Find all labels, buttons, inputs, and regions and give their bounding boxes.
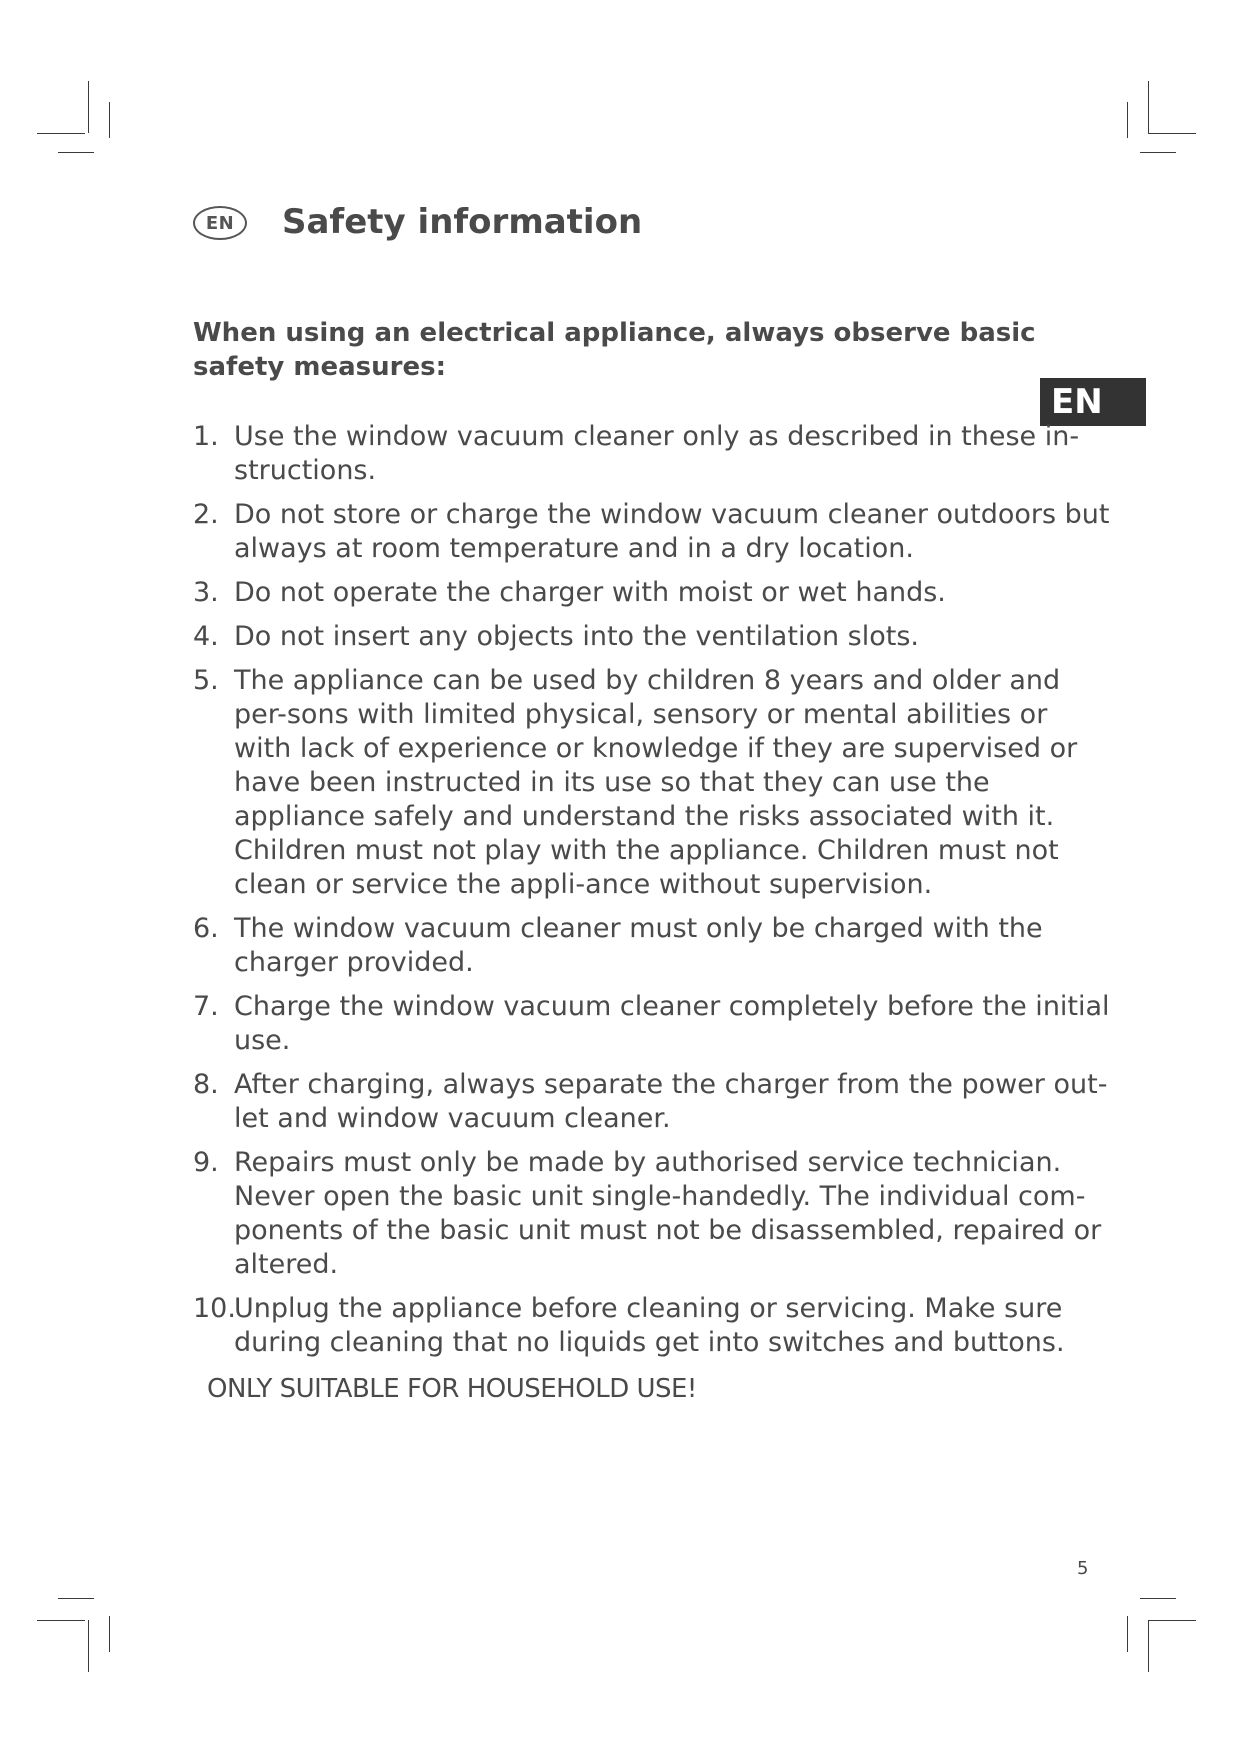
list-item [193,990,1113,1058]
list-item [193,1292,1113,1360]
list-item [193,498,1113,566]
crop-mark [1148,1620,1196,1621]
household-use-note: ONLY SUITABLE FOR HOUSEHOLD USE! [207,1374,697,1404]
item-number: 4. [193,621,219,652]
item-number: 5. [193,665,219,696]
item-text: Repairs must only be made by authorised service technician. Never open the basic unit single-handedly. The individual com-ponents of the basic unit must not be disassembled, repaired or altered. [234,1147,1102,1280]
crop-mark [37,133,85,134]
list-item [193,420,1113,488]
item-text: Do not store or charge the window vacuum cleaner outdoors but always at room temperature and in a dry location. [234,499,1110,564]
item-text: Charge the window vacuum cleaner completely before the initial use. [234,991,1110,1056]
item-text: The appliance can be used by children 8 years and older and per-sons with limited physical, sensory or mental abilities or with lack of experience or knowledge if they are supervised or have been instructed in its use so that they can use the appliance safely and understand the risks associated with it. Children must not play with the appliance. Children must not clean or service the appli-ance without supervision. [234,665,1078,900]
list-item [193,1146,1113,1282]
crop-mark [1140,1598,1176,1599]
language-side-tab: EN [1040,378,1146,426]
item-number: 3. [193,577,219,608]
crop-mark [37,1620,85,1621]
crop-mark [109,1616,110,1652]
item-text: Use the window vacuum cleaner only as described in these in-structions. [234,421,1080,486]
crop-mark [1140,152,1176,153]
item-number: 9. [193,1147,219,1178]
item-number: 1. [193,421,219,452]
item-text: Unplug the appliance before cleaning or servicing. Make sure during cleaning that no liquids get into switches and buttons. [234,1293,1065,1358]
item-text: Do not operate the charger with moist or wet hands. [234,577,946,608]
item-number: 6. [193,913,219,944]
crop-mark [58,1598,94,1599]
item-number: 8. [193,1069,219,1100]
crop-mark [88,81,89,133]
list-item [193,912,1113,980]
item-text: The window vacuum cleaner must only be charged with the charger provided. [234,913,1043,978]
crop-mark [58,152,94,153]
item-text: After charging, always separate the charger from the power out-let and window vacuum cleaner. [234,1069,1108,1134]
page-number: 5 [1077,1558,1089,1579]
crop-mark [88,1620,89,1672]
item-number: 7. [193,991,219,1022]
crop-mark [109,102,110,138]
item-text: Do not insert any objects into the ventilation slots. [234,621,919,652]
list-item [193,664,1113,902]
list-item [193,576,1113,610]
item-number: 2. [193,499,219,530]
crop-mark [1148,81,1149,133]
crop-mark [1148,133,1196,134]
intro-heading: When using an electrical appliance, always observe basic safety measures: [193,318,1036,382]
crop-mark [1127,1616,1128,1652]
list-item [193,620,1113,654]
page-title: Safety information [282,202,643,242]
crop-mark [1127,102,1128,138]
item-number: 10. [193,1293,236,1324]
safety-instructions-list [193,420,1113,1370]
crop-mark [1148,1620,1149,1672]
language-badge: EN [193,206,247,240]
list-item [193,1068,1113,1136]
